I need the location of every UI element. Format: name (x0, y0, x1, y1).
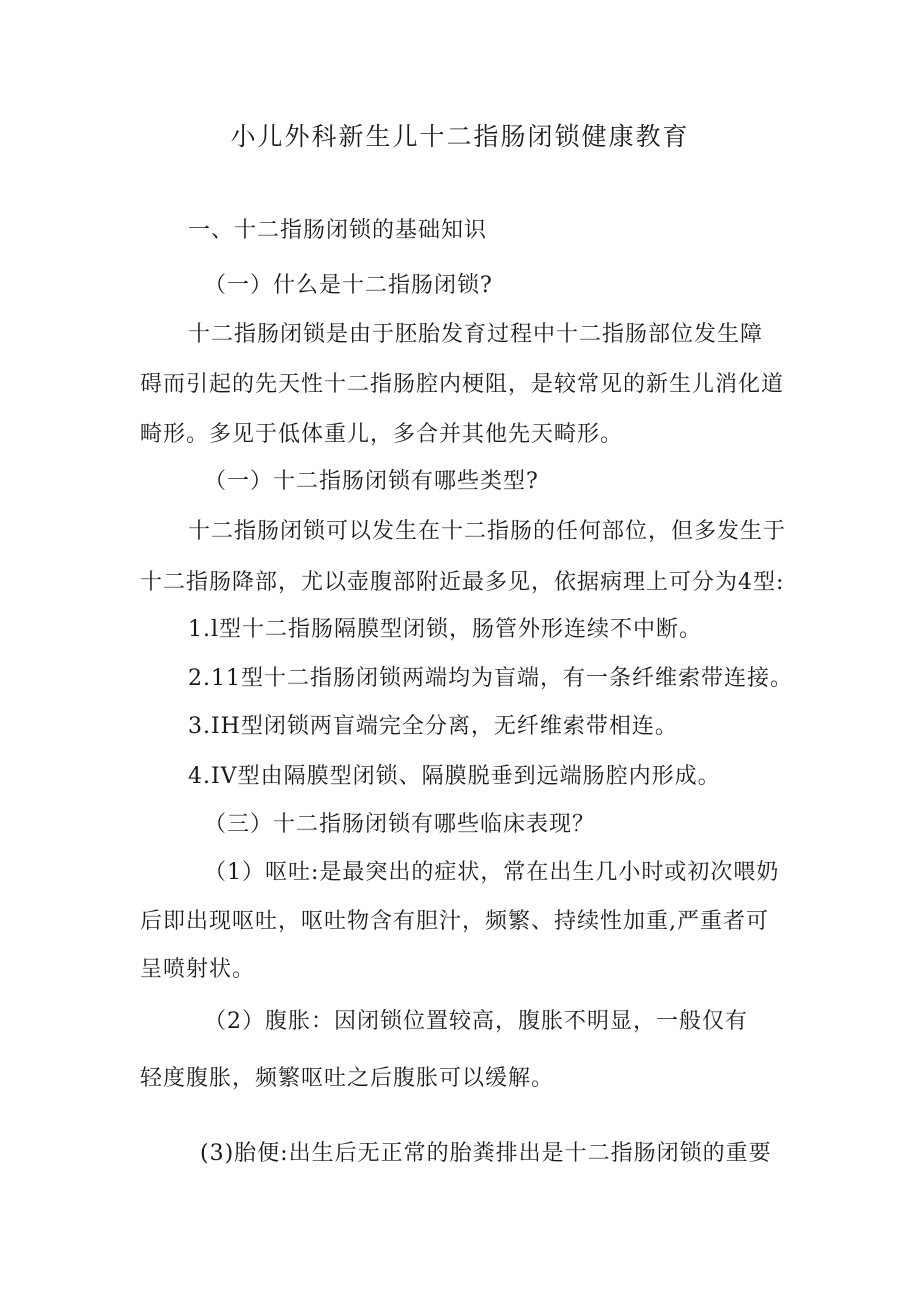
paragraph-line: （1）呕吐:是最突出的症状，常在出生几小时或初次喂奶 (204, 860, 780, 885)
question-heading-symptoms: （三）十二指肠闭锁有哪些临床表现？ (204, 812, 596, 837)
paragraph-line: (3)胎便:出生后无正常的胎粪排出是十二指肠闭锁的重要 (200, 1141, 772, 1166)
paragraph-line: （2）腹胀：因闭锁位置较高，腹胀不明显，一般仅有 (204, 1009, 748, 1034)
paragraph-line: 轻度腹胀，频繁呕吐之后腹胀可以缓解。 (140, 1066, 555, 1091)
paragraph-line: 十二指肠闭锁可以发生在十二指肠的任何部位，但多发生于 (188, 519, 787, 544)
paragraph-line: 畸形。多见于低体重儿，多合并其他先天畸形。 (140, 422, 624, 447)
type-list-item: 3.IH型闭锁两盲端完全分离，无纤维索带相连。 (188, 714, 678, 739)
paragraph-line: 十二指肠闭锁是由于胚胎发育过程中十二指肠部位发生障 (188, 322, 764, 347)
section-heading-basics: 一、十二指肠闭锁的基础知识 (188, 218, 488, 243)
paragraph-line: 后即出现呕吐，呕吐物含有胆汁，频繁、持续性加重,严重者可 (140, 909, 769, 934)
type-list-item: 4.IV型由隔膜型闭锁、隔膜脱垂到远端肠腔内形成。 (188, 764, 721, 789)
paragraph-line: 碍而引起的先天性十二指肠腔内梗阻，是较常见的新生儿消化道 (140, 372, 785, 397)
paragraph-line: 十二指肠降部，尤以壶腹部附近最多见，依据病理上可分为4型: (140, 570, 785, 595)
question-heading-what-is: （一）什么是十二指肠闭锁? (204, 273, 493, 298)
type-list-item: 1.l型十二指肠隔膜型闭锁，肠管外形连续不中断。 (188, 617, 703, 642)
document-title: 小儿外科新生儿十二指肠闭锁健康教育 (230, 122, 690, 151)
question-heading-types: （一）十二指肠闭锁有哪些类型? (204, 469, 539, 494)
paragraph-line: 呈喷射状。 (140, 957, 256, 982)
type-list-item: 2.11型十二指肠闭锁两端均为盲端，有一条纤维索带连接。 (188, 666, 793, 691)
